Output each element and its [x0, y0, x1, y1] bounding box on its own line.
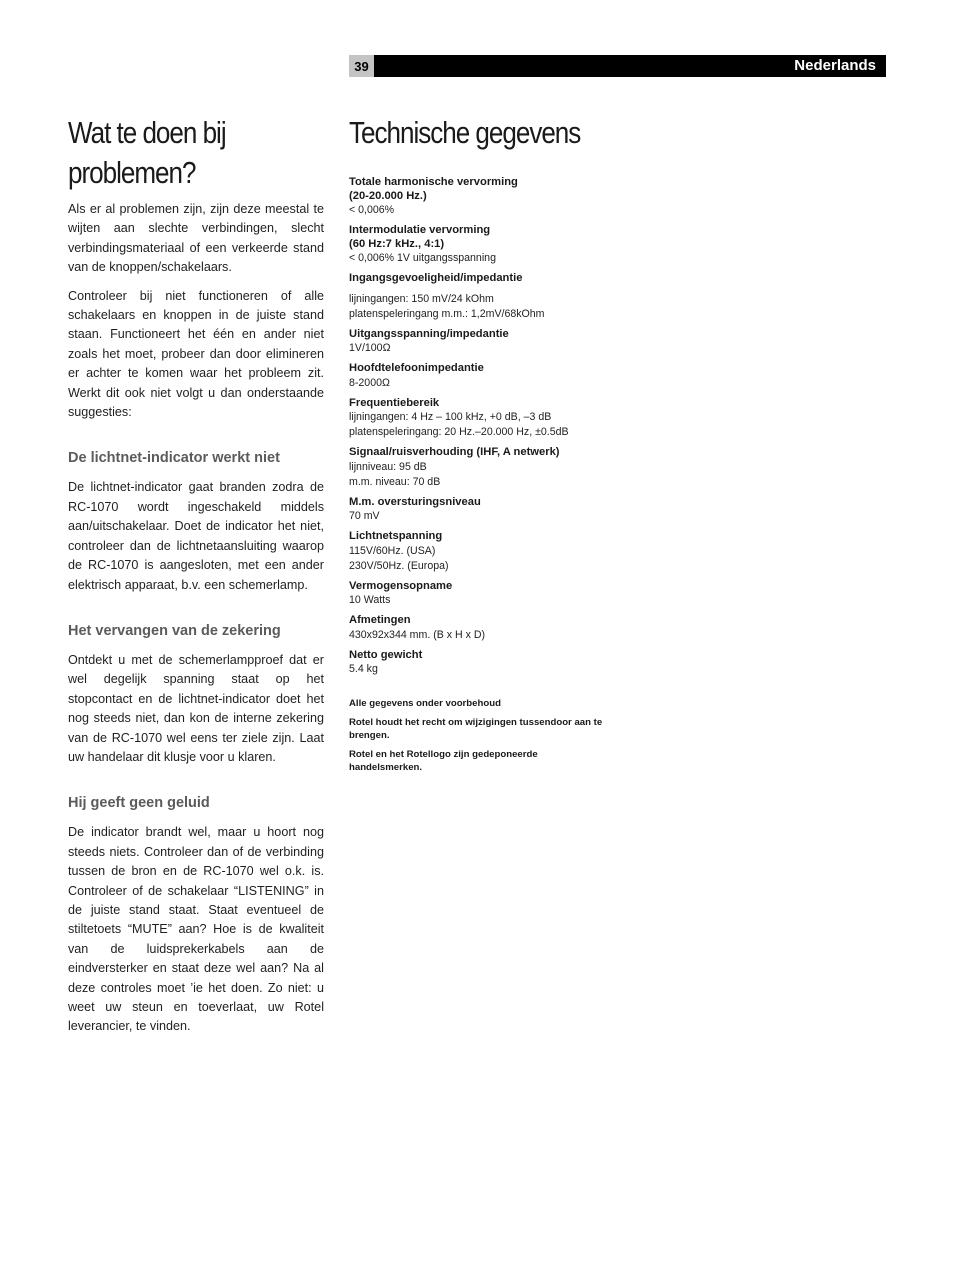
- spec-label: Totale harmonische vervorming (20-20.000 Hz.): [349, 176, 518, 202]
- spec-value: 5.4 kg: [349, 663, 378, 675]
- troubleshooting-title: Wat te doen bij problemen?: [68, 115, 226, 190]
- intro-paragraph: Controleer bij niet functioneren of alle schakelaars en knoppen in de juiste stand staan. Functioneert het één en ander niet zoals het moet, probeer dan door elimineren er achter te komen waar het probleem zit. Werkt dit ook niet volgt u dan onderstaande suggesties:: [68, 288, 324, 420]
- spec-label: Frequentiebereik: [349, 396, 440, 409]
- spec-item: [349, 272, 609, 322]
- spec-value: 430x92x344 mm. (B x H x D): [349, 628, 485, 641]
- spec-item: [349, 580, 609, 609]
- spec-notes: [349, 697, 609, 774]
- spec-value: lijningangen: 150 mV/24 kOhm platenspeleringang m.m.: 1,2mV/68kOhm: [349, 292, 545, 320]
- section-text: De lichtnet-indicator gaat branden zodra de RC-1070 wordt ingeschakeld middels aan/uitschakelaar. Doet de indicator het niet, controleer dan de lichtnetaansluiting waarop de RC-1070 is aangesloten, met een ander elektrisch apparaat, b.v. een schemerlamp.: [68, 480, 324, 592]
- spec-item: [349, 176, 609, 218]
- spec-value: 70 mV: [349, 510, 380, 522]
- language-header-bar: [374, 55, 886, 77]
- spec-list: [349, 176, 609, 677]
- spec-value: 115V/60Hz. (USA) 230V/50Hz. (Europa): [349, 544, 449, 572]
- spec-value: < 0,006% 1V uitgangsspanning: [349, 252, 496, 264]
- spec-value: lijnniveau: 95 dB m.m. niveau: 70 dB: [349, 460, 441, 488]
- language-label: Nederlands: [794, 57, 876, 74]
- spec-item: [349, 530, 609, 574]
- page-number: 39: [349, 55, 374, 77]
- spec-item: [349, 649, 609, 678]
- spec-label: Uitgangsspanning/impedantie: [349, 327, 509, 340]
- spec-item: [349, 446, 609, 490]
- section-text: Ontdekt u met de schemerlampproef dat er wel degelijk spanning staat op het stopcontact en de lichtnet-indicator doet het nog steeds niet, dan kon de interne zekering van de RC-1070 wel eens ter ziele zijn. Laat uw handelaar dit klusje voor u klaren.: [68, 652, 324, 764]
- spec-label: Ingangsgevoeligheid/impedantie: [349, 272, 523, 284]
- section-text: De indicator brandt wel, maar u hoort nog steeds niets. Controleer dan of de verbinding tussen de bron en de RC-1070 wel o.k. is. Controleer of de schakelaar “LISTENING” in de juiste stand staat. Staat eventueel de stiltetoets “MUTE” aan? Hoe is de kwaliteit van de luidsprekerkabels aan de eindversterker en staat deze wel aan? Na al deze controles moet ’ie het doen. Zo niet: u weet uw steun en toeverlaat, uw Rotel leverancier, te vinden.: [68, 825, 324, 1034]
- spec-item: [349, 224, 609, 266]
- section-heading: Het vervangen van de zekering: [68, 622, 281, 639]
- spec-note: Rotel en het Rotellogo zijn gedeponeerde handelsmerken.: [349, 749, 538, 773]
- spec-label: Intermodulatie vervorming (60 Hz:7 kHz., 4:1): [349, 224, 491, 250]
- spec-label: M.m. oversturingsniveau: [349, 495, 481, 508]
- section-heading: De lichtnet-indicator werkt niet: [68, 450, 280, 467]
- spec-note: Rotel houdt het recht om wijzigingen tussendoor aan te brengen.: [349, 717, 603, 741]
- spec-note: Alle gegevens onder voorbehoud: [349, 698, 501, 709]
- spec-label: Lichtnetspanning: [349, 530, 443, 542]
- spec-label: Netto gewicht: [349, 648, 423, 661]
- spec-item: [349, 328, 609, 357]
- intro-paragraph: Als er al problemen zijn, zijn deze meestal te wijten aan slechte verbindingen, slecht verbindingsmateriaal of een verkeerde stand van de knoppen/schakelaars.: [68, 202, 324, 275]
- spec-value: 10 Watts: [349, 594, 391, 606]
- spec-item: [349, 614, 609, 643]
- spec-label: Afmetingen: [349, 614, 411, 626]
- spec-value: 1V/100Ω: [349, 342, 391, 354]
- spec-item: [349, 362, 609, 391]
- troubleshooting-column: [68, 113, 324, 1037]
- specifications-column: [349, 113, 609, 780]
- spec-value: < 0,006%: [349, 204, 395, 216]
- section-heading: Hij geeft geen geluid: [68, 795, 210, 812]
- spec-value: 8-2000Ω: [349, 376, 390, 389]
- spec-item: [349, 397, 609, 441]
- spec-label: Vermogensopname: [349, 579, 453, 592]
- spec-item: [349, 496, 609, 525]
- spec-value: lijningangen: 4 Hz – 100 kHz, +0 dB, –3 dB platenspeleringang: 20 Hz.–20.000 Hz, ±0.5dB: [349, 411, 569, 438]
- spec-label: Hoofdtelefoonimpedantie: [349, 362, 484, 374]
- spec-label: Signaal/ruisverhouding (IHF, A netwerk): [349, 446, 560, 458]
- specifications-title: Technische gegevens: [349, 115, 581, 150]
